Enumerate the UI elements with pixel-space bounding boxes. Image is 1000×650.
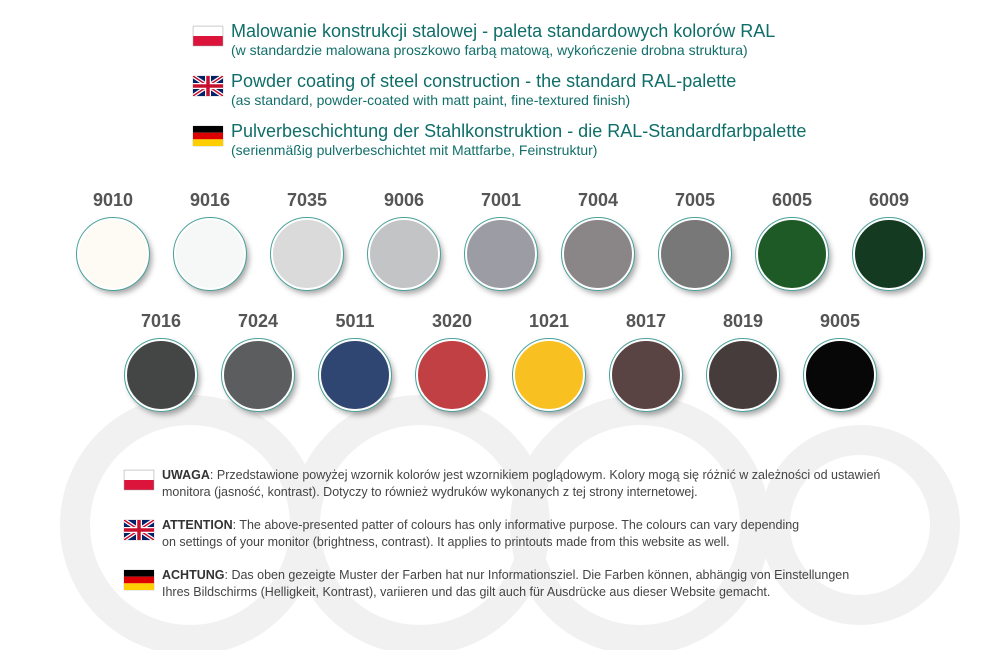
color-circle xyxy=(319,339,391,411)
color-circle xyxy=(368,218,440,290)
color-circle xyxy=(513,339,585,411)
ral-code: 6009 xyxy=(868,190,910,210)
ral-code: 6005 xyxy=(771,190,813,210)
ral-code: 9005 xyxy=(819,311,861,331)
header-subtitle: (w standardzie malowana proszkowo farbą matową, wykończenie drobna struktura) xyxy=(231,42,748,58)
notice-polish xyxy=(124,467,882,501)
germany-flag-icon xyxy=(193,126,223,146)
ral-code: 8019 xyxy=(722,311,764,331)
ral-code: 3020 xyxy=(431,311,473,331)
color-circle xyxy=(756,218,828,290)
notice-keyword: ACHTUNG xyxy=(162,568,225,582)
ral-swatch xyxy=(414,309,490,411)
color-circle xyxy=(222,339,294,411)
notice-body: : Das oben gezeigte Muster der Farben hat nur Informationsziel. Die Farben können, abhängig von Einstellungen Ihres Bildschirms (Helligkeit, Kontrast), variieren und das gilt auch für Ausdrücke aus dieser Website gemacht. xyxy=(162,568,850,599)
ral-code: 9010 xyxy=(92,190,134,210)
ral-swatch xyxy=(317,309,393,411)
poland-flag-icon xyxy=(193,26,223,46)
color-circle xyxy=(174,218,246,290)
color-circle xyxy=(659,218,731,290)
ral-swatch xyxy=(802,309,878,411)
ral-swatch xyxy=(511,309,587,411)
ral-swatch xyxy=(463,188,539,290)
notice-body: : The above-presented patter of colours has only informative purpose. The colours can vary depending on settings of your monitor (brightness, contrast). It applies to printouts made from this website as well. xyxy=(162,518,800,549)
color-circle xyxy=(610,339,682,411)
color-circle xyxy=(271,218,343,290)
header-subtitle: (serienmäßig pulverbeschichtet mit Mattfarbe, Feinstruktur) xyxy=(231,142,598,158)
color-circle xyxy=(804,339,876,411)
ral-code: 7024 xyxy=(237,311,279,331)
ral-swatch xyxy=(560,188,636,290)
notice-text xyxy=(162,567,852,601)
color-circle xyxy=(707,339,779,411)
ral-swatch xyxy=(220,309,296,411)
ral-swatch xyxy=(172,188,248,290)
ral-code: 7004 xyxy=(577,190,619,210)
ral-swatch xyxy=(269,188,345,290)
color-circle xyxy=(77,218,149,290)
color-circle xyxy=(125,339,197,411)
ral-swatch xyxy=(608,309,684,411)
header-title: Malowanie konstrukcji stalowej - paleta standardowych kolorów RAL xyxy=(231,21,776,41)
ral-code: 1021 xyxy=(528,311,570,331)
ral-code: 9006 xyxy=(383,190,425,210)
header-english xyxy=(193,70,736,109)
uk-flag-icon xyxy=(193,76,223,96)
ral-swatch xyxy=(123,309,199,411)
header-subtitle: (as standard, powder-coated with matt paint, fine-textured finish) xyxy=(231,92,631,108)
ral-code: 8017 xyxy=(625,311,667,331)
ral-swatch xyxy=(851,188,927,290)
notice-keyword: ATTENTION xyxy=(162,518,233,532)
color-circle xyxy=(465,218,537,290)
notice-english xyxy=(124,517,802,551)
uk-flag-icon xyxy=(124,520,154,540)
color-circle xyxy=(562,218,634,290)
header-german xyxy=(193,120,806,159)
germany-flag-icon xyxy=(124,570,154,590)
notice-text xyxy=(162,467,882,501)
notice-keyword: UWAGA xyxy=(162,468,210,482)
color-circle xyxy=(416,339,488,411)
ral-code: 7001 xyxy=(480,190,522,210)
header-title: Pulverbeschichtung der Stahlkonstruktion - die RAL-Standardfarbpalette xyxy=(231,121,807,141)
ral-swatch xyxy=(705,309,781,411)
ral-swatch xyxy=(657,188,733,290)
ral-code: 7035 xyxy=(286,190,328,210)
ral-swatch xyxy=(754,188,830,290)
poland-flag-icon xyxy=(124,470,154,490)
header-polish xyxy=(193,20,775,59)
ral-code: 7005 xyxy=(674,190,716,210)
header-title: Powder coating of steel construction - the standard RAL-palette xyxy=(231,71,737,91)
ral-code: 7016 xyxy=(140,311,182,331)
notice-german xyxy=(124,567,852,601)
ral-swatch xyxy=(75,188,151,290)
ral-swatch xyxy=(366,188,442,290)
color-circle xyxy=(853,218,925,290)
ral-code: 9016 xyxy=(189,190,231,210)
notice-body: : Przedstawione powyżej wzornik kolorów jest wzornikiem poglądowym. Kolory mogą się różnić w zależności od ustawień monitora (jasność, kontrast). Dotyczy to również wydruków wykonanych z tej strony internetowej. xyxy=(162,468,881,499)
ral-code: 5011 xyxy=(335,311,375,331)
notice-text xyxy=(162,517,802,551)
